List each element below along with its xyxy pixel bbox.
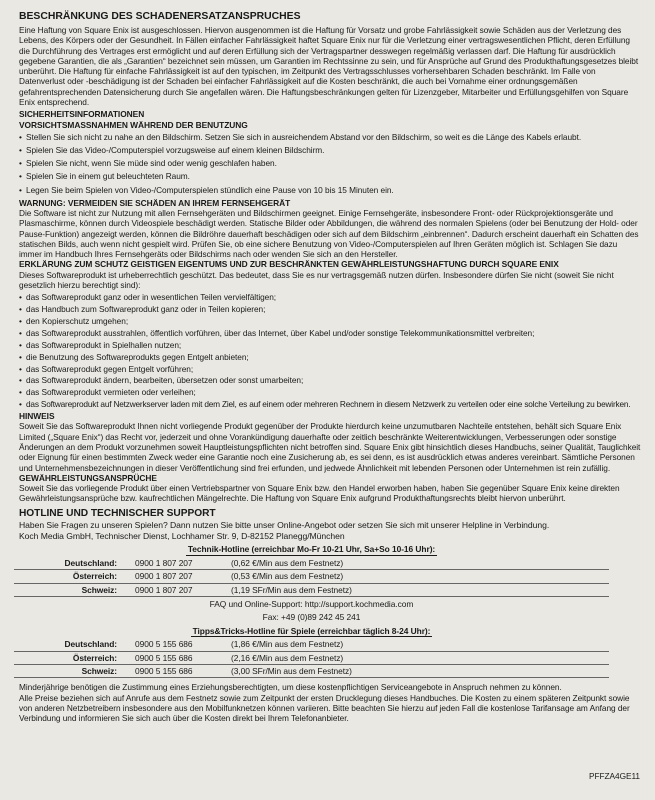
country-label: Schweiz: xyxy=(81,584,117,595)
vorsicht-list xyxy=(19,132,642,195)
country-label: Deutschland: xyxy=(64,557,117,568)
price-info: (1,19 SFr/Min aus dem Festnetz) xyxy=(231,584,352,595)
list-item: • Spielen Sie in einem gut beleuchteten Raum. xyxy=(19,171,642,181)
heading-gewaehrleistung: GEWÄHRLEISTUNGSANSPRÜCHE xyxy=(19,472,157,483)
heading-sicherheitsinformationen: SICHERHEITSINFORMATIONEN xyxy=(19,109,145,120)
country-label: Österreich: xyxy=(72,652,117,663)
phone-number: 0900 5 155 686 xyxy=(135,665,193,676)
hotline-intro-text: Haben Sie Fragen zu unseren Spielen? Dann nutzen Sie bitte unser Online-Angebot oder setzen Sie sich mit unserer Helpline in Verbindung. xyxy=(19,520,550,531)
price-info: (0,53 €/Min aus dem Festnetz) xyxy=(231,571,344,582)
list-item: • das Softwareprodukt ändern, bearbeiten, übersetzen oder sonst umarbeiten; xyxy=(19,375,642,385)
list-item: • das Softwareprodukt in Spielhallen nutzen; xyxy=(19,340,642,350)
table-row xyxy=(14,570,609,583)
price-info: (1,86 €/Min aus dem Festnetz) xyxy=(231,639,344,650)
list-item: • das Handbuch zum Softwareprodukt ganz oder in Teilen kopieren; xyxy=(19,304,642,314)
phone-number: 0900 5 155 686 xyxy=(135,652,193,663)
list-item: • die Benutzung des Softwareprodukts gegen Entgelt anbieten; xyxy=(19,352,642,362)
heading-schutz-eigentum: ERKLÄRUNG ZUM SCHUTZ GEISTIGEN EIGENTUMS UND ZUR BESCHRÄNKTEN GEWÄHRLEISTUNGSHAFTUNG DURCH SQUARE ENIX xyxy=(19,259,559,270)
list-item: • das Softwareprodukt auf Netzwerkserver laden mit dem Ziel, es auf einem oder mehreren Rechnern in diesem Netzwerk zu verteilen oder eine solche Verteilung zu bewirken. xyxy=(19,399,642,409)
paragraph-schutz: Dieses Softwareprodukt ist urheberrechtlich geschützt. Das bedeutet, dass Sie es nur vertragsgemäß nutzen dürfen. Insbesondere dürfen Sie nicht (soweit Sie nicht gesetzlich hierzu berechtigt sind): xyxy=(19,269,614,290)
list-item: • Spielen Sie das Video-/Computerspiel vorzugsweise auf einem kleinen Bildschirm. xyxy=(19,145,642,155)
footer-price-note: Alle Preise beziehen sich auf Anrufe aus dem Festnetz sowie zum Zeitpunkt der ersten Drucklegung dieses Handbuches. Die Kosten zu einem späteren Zeitpunkt sowie von anderen Netzbetreibern insbesondere aus den Mobilfunknetzen können variieren. Bitte beachten Sie hierzu auf jeden Fall die kostenlose Tarifansage am Anfang der Verbindung und informieren Sie sich auch über die Kosten direkt bei Ihrem Telefonanbieter. xyxy=(19,692,630,724)
country-label: Deutschland: xyxy=(64,639,117,650)
phone-number: 0900 5 155 686 xyxy=(135,639,193,650)
price-info: (2,16 €/Min aus dem Festnetz) xyxy=(231,652,344,663)
list-item: • den Kopierschutz umgehen; xyxy=(19,316,642,326)
list-item: • das Softwareprodukt vermieten oder verleihen; xyxy=(19,387,642,397)
phone-number: 0900 1 807 207 xyxy=(135,584,193,595)
hotline-address: Koch Media GmbH, Technischer Dienst, Lochhamer Str. 9, D-82152 Planegg/München xyxy=(19,530,345,541)
paragraph-hinweis: Soweit Sie das Softwareprodukt Ihnen nicht vorliegende Produkt gegenüber der Produkte hierdurch keine unzumutbaren Nachteile entstehen, behält sich Square Enix Limited („Square Enix“) das Recht vor, jederzeit und ohne Vorankündigung dauerhafte oder zeitlich beschränkte Weiterentwicklungen, Verbesserungen oder sonstige Änderungen an dem Produkt vorzunehmen soweit Hauptleistungspflichten nicht betroffen sind. Square Enix gibt hinsichtlich dieses Handbuchs, seiner Qualität, Tauglichkeit oder Eignung für einen bestimmten Zweck weder eine Garantie noch eine Zusicherung ab, es sei denn, es ist ausdrücklich etwas anderes vereinbart. Sämtliche Personen und Unternehmensbezeichnungen in dieser Veröffentlichung sind frei erfunden, und jedwede Ähnlichkeit mit lebenden Personen oder Unternehmen ist rein zufällig. xyxy=(19,421,641,473)
document-code: PFFZA4GE11 xyxy=(589,770,640,781)
list-item: • das Softwareprodukt ausstrahlen, öffentlich vorführen, über das Internet, über Kabel und/oder sonstige Telekommunikationsmittel verbreiten; xyxy=(19,328,642,338)
paragraph-gewaehrleistung: Soweit Sie das vorliegende Produkt über einen Vertriebspartner von Square Enix bzw. den Handel erworben haben, haben Sie gegenüber Square Enix keine direkten Gewährleistungsansprüche bzw. kaufrechtlichen Mängelrechte. Die Haftung von Square Enix aufgrund Produkthaftungsrechts bleibt hiervon unberührt. xyxy=(19,483,620,504)
hotline-intro xyxy=(19,520,642,541)
table-row xyxy=(14,557,609,569)
paragraph-warnung: Die Software ist nicht zur Nutzung mit allen Fernsehgeräten und Bildschirmen geeignet. Einige Fernsehgeräte, insbesondere Front- oder Rückprojektionsgeräte und Plasmaschirme, können durch Videospiele beschädigt werden. Statische Bilder oder Abbildungen, die während des normalen Spielens (oder bei Benutzung der Hold- oder Pause-Funktion) angezeigt werden, können die Bildröhre dauerhaft beschädigen oder sich auf dem Bildschirm „einbrennen“. Dadurch erscheint dauerhaft ein Schatten des statischen Bilds, auch wenn nicht gespielt wird. Prüfen Sie, ob eine sichere Benutzung von Video-/Computerspielen auf Ihren Geräten möglich ist. Schlagen Sie dazu immer im Handbuch Ihres Fernsehgeräts oder Bildschirms nach oder wenden Sie sich an den Hersteller. xyxy=(19,207,639,260)
price-info: (0,62 €/Min aus dem Festnetz) xyxy=(231,557,344,568)
country-label: Schweiz: xyxy=(81,665,117,676)
list-item: • das Softwareprodukt ganz oder in wesentlichen Teilen vervielfältigen; xyxy=(19,292,642,302)
technik-hotline-table xyxy=(14,544,609,678)
footer-notes xyxy=(19,682,642,723)
phone-number: 0900 1 807 207 xyxy=(135,557,193,568)
paragraph-haftung: Eine Haftung von Square Enix ist ausgeschlossen. Hiervon ausgenommen ist die Haftung für Vorsatz und grobe Fahrlässigkeit sowie Schäden aus der Verletzung des Lebens, des Körpers oder der Gesundheit. In Fällen einfacher Fahrlässigkeit haftet Square Enix nur für die Verletzung einer vertragswesentlichen Pflicht, deren Erfüllung die Durchführung des Vertrages erst ermöglicht und auf deren Erfüllung sich der Vertragspartner desswegen regelmäßig verlassen darf. Die Haftung für ausdrücklich gegebene Garantien, die als „Garantien“ bezeichnet sein müssen, um Garantien im Rechtssinne zu sein, und für Ansprüche auf Grund des Produkthaftungsgesetzes bleibt unberührt. Die Haftung für einfache Fahrlässigkeit ist auf den typischen, im Zeitpunkt des Vertragsschlusses vorhersehbaren Schaden beschränkt. Im Falle von Datenverlust oder -beschädigung ist der Schaden bei einfacher Fahrlässigkeit auf die Kosten beschränkt, die auch bei Vornahme einer ordnungsgemäßen gefahrentsprechenden Datensicherung durch Sie angefallen wären. Die Haftungsbeschränkungen gelten für Lizenzgeber, Mitarbeiter und Erfüllungsgehilfen von Square Enix entsprechend. xyxy=(19,25,639,108)
table-row xyxy=(14,638,609,650)
table-row xyxy=(14,583,609,596)
table-row xyxy=(14,651,609,664)
heading-schadenersatz: BESCHRÄNKUNG DES SCHADENERSATZANSPRUCHES xyxy=(19,11,301,22)
list-item: • das Softwareprodukt gegen Entgelt vorführen; xyxy=(19,364,642,374)
heading-hinweis: HINWEIS xyxy=(19,411,55,422)
fax-line: Fax: +49 (0)89 242 45 241 xyxy=(262,612,361,623)
list-item: • Stellen Sie sich nicht zu nahe an den Bildschirm. Setzen Sie sich in ausreichendem Abstand vor den Bildschirm, so weit es die Länge des Kabels erlaubt. xyxy=(19,132,642,142)
heading-hotline: HOTLINE UND TECHNISCHER SUPPORT xyxy=(19,507,216,519)
technik-hotline-header: Technik-Hotline (erreichbar Mo-Fr 10-21 Uhr, Sa+So 10-16 Uhr): xyxy=(187,544,436,555)
tipps-hotline-header: Tipps&Tricks-Hotline für Spiele (erreichbar täglich 8-24 Uhr): xyxy=(192,625,431,636)
heading-warnung: WARNUNG: VERMEIDEN SIE SCHÄDEN AN IHREM FERNSEHGERÄT xyxy=(19,197,291,208)
list-item: • Spielen Sie nicht, wenn Sie müde sind oder wenig geschlafen haben. xyxy=(19,158,642,168)
faq-line: FAQ und Online-Support: http://support.kochmedia.com xyxy=(209,598,414,609)
phone-number: 0900 1 807 207 xyxy=(135,571,193,582)
price-info: (3,00 SFr/Min aus dem Festnetz) xyxy=(231,665,352,676)
schutz-list xyxy=(19,292,642,409)
table-row xyxy=(14,664,609,677)
footer-minors-note: Minderjährige benötigen die Zustimmung eines Erziehungsberechtigten, um diese kostenpflichtigen Serviceangebote in Anspruch nehmen zu können. xyxy=(19,682,562,693)
country-label: Österreich: xyxy=(72,571,117,582)
heading-vorsichtsmassnahmen: VORSICHTSMASSNAHMEN WÄHREND DER BENUTZUNG xyxy=(19,119,248,130)
list-item: • Legen Sie beim Spielen von Video-/Computerspielen stündlich eine Pause von 10 bis 15 Minuten ein. xyxy=(19,185,642,195)
